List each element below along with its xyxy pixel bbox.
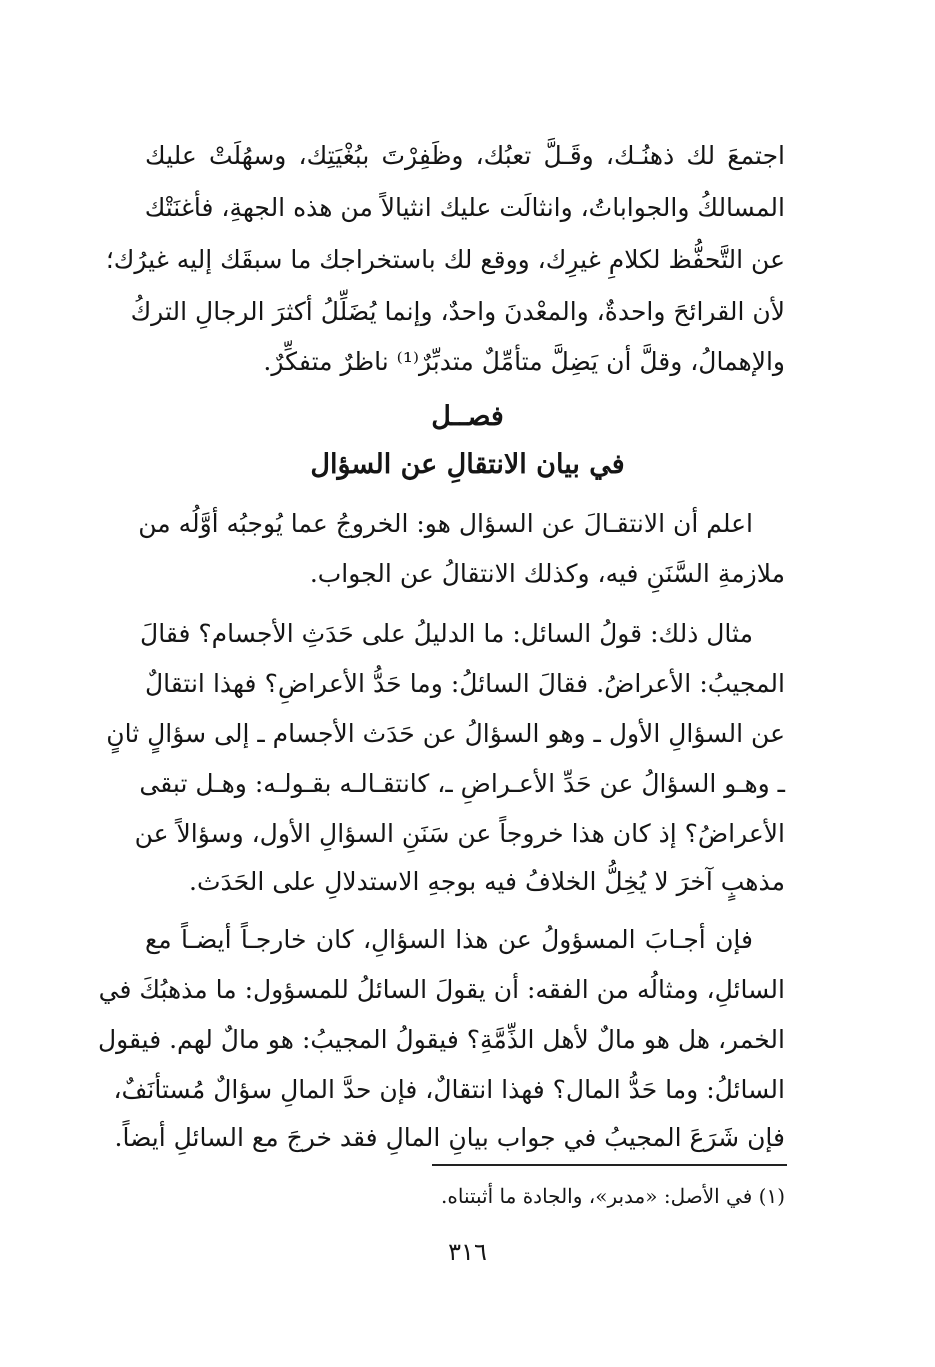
text-line: السائلِ، ومثالُه من الفقه: أن يقولَ السائلُ للمسؤول: ما مذهبُكَ في: [98, 975, 785, 1004]
text-line: عن التَّحفُّظ لكلامِ غيرِك، ووقع لك باستخراجك ما سبقَك إليه غيرُك؛: [105, 245, 785, 274]
text-line: اجتمعَ لك ذهنُـك، وقَـلَّ تعبُك، وظَفِرْتَ ببُغْيَتِك، وسهُلَتْ عليك: [145, 141, 785, 170]
text-line: مثال ذلك: قولُ السائل: ما الدليلُ على حَدَثِ الأجسام؟ فقالَ: [140, 619, 753, 648]
text-line: والإهمالُ، وقلَّ أن يَضِلَّ متأمِّلٌ متدبِّرٌ⁽¹⁾ ناظرٌ متفكِّرٌ.: [263, 347, 785, 376]
text-line: لأن القرائحَ واحدةٌ، والمعْدنَ واحدٌ، وإنما يُضَلِّلُ أكثرَ الرجالِ التركُ: [130, 297, 785, 326]
text-line: المسالكُ والجواباتُ، وانثالَت عليك انثيالاً من هذه الجهةِ، فأغنَتْك: [144, 193, 785, 222]
text-line: فإن أجـابَ المسؤولُ عن هذا السؤالِ، كان خارجـاً أيضـاً مع: [145, 925, 753, 954]
page-number: ٣١٦: [448, 1238, 487, 1266]
text-line: مذهبٍ آخرَ لا يُخِلُّ الخلافُ فيه بوجهِ الاستدلالِ على الحَدَث.: [189, 867, 785, 896]
footnote-divider: [432, 1164, 787, 1166]
section-subheading: في بيان الانتقالِ عن السؤال: [310, 449, 625, 480]
text-line: فإن شَرَعَ المجيبُ في جواب بيانِ المالِ فقد خرجَ مع السائلِ أيضاً.: [114, 1123, 785, 1152]
section-heading: فصــل: [431, 401, 504, 432]
text-line: السائلُ: وما حَدُّ المال؟ فهذا انتقالٌ، فإن حدَّ المالِ سؤالٌ مُستأنَفٌ،: [113, 1075, 785, 1104]
text-line: اعلم أن الانتقـالَ عن السؤال هو: الخروجُ عما يُوجبُه أوَّلُه من: [138, 509, 753, 538]
footnote: (١) في الأصل: «مدبر»، والجادة ما أثبتناه.: [441, 1184, 785, 1208]
text-line: ـ وهـو السؤالُ عن حَدِّ الأعـراضِ ـ، كانتقـالـه بقـولـه: وهـل تبقى: [139, 769, 785, 798]
text-line: المجيبُ: الأعراضُ. فقالَ السائلُ: وما حَدُّ الأعراضِ؟ فهذا انتقالٌ: [145, 669, 785, 698]
text-line: الأعراضُ؟ إذ كان هذا خروجاً عن سَنَنِ السؤالِ الأول، وسؤالاً عن: [134, 819, 785, 848]
text-line: ملازمةِ السَّنَنِ فيه، وكذلك الانتقالُ عن الجواب.: [309, 559, 785, 588]
text-line: عن السؤالِ الأول ـ وهو السؤالُ عن حَدَث الأجسام ـ إلى سؤالٍ ثانٍ: [106, 719, 785, 748]
text-line: الخمر، هل هو مالٌ لأهل الذِّمَّةِ؟ فيقولُ المجيبُ: هو مالٌ لهم. فيقول: [97, 1025, 785, 1054]
